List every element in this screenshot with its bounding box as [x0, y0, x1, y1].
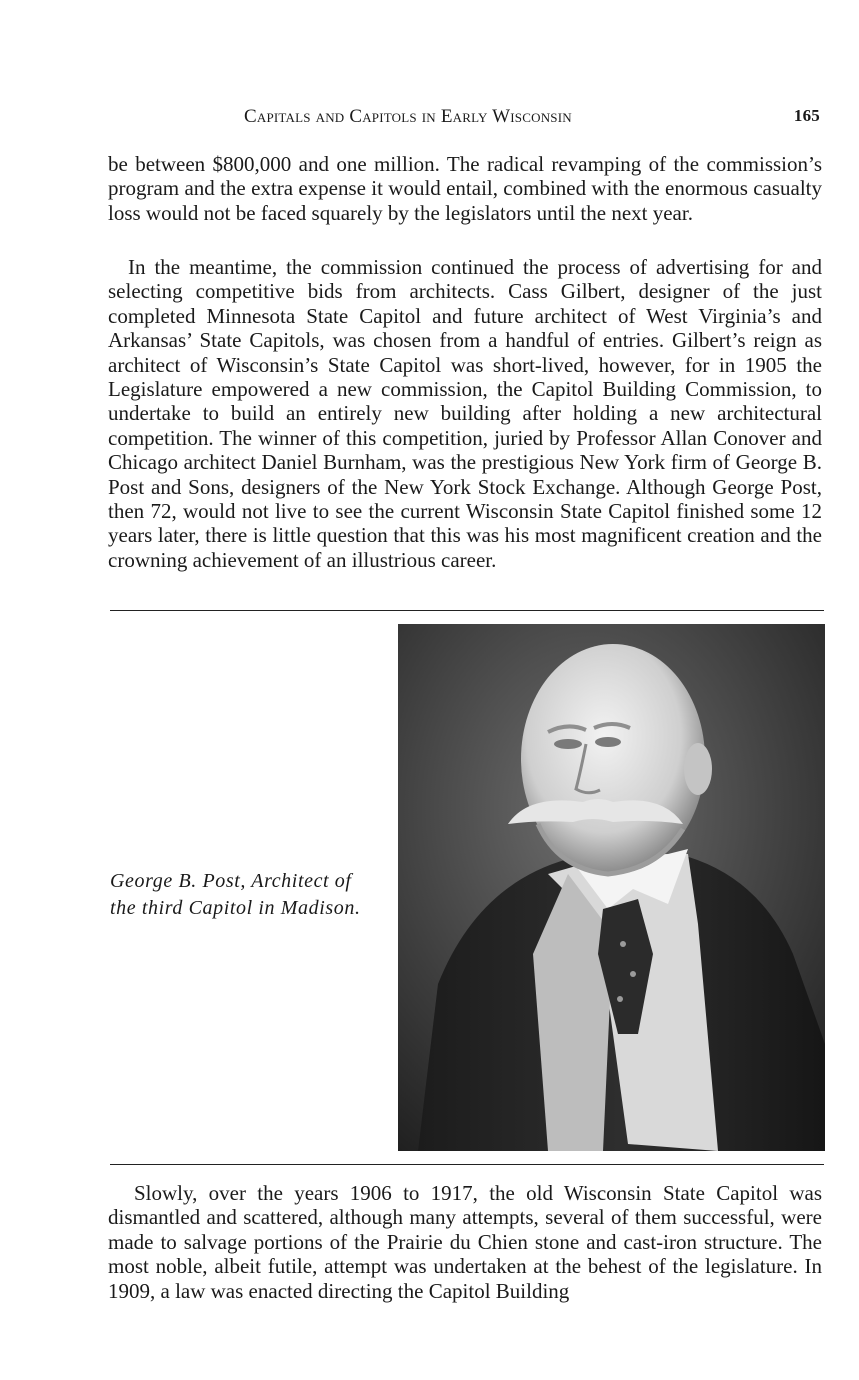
paragraph-1: be between $800,000 and one million. The radical revamping of the commission’s program and the extra expense it would entail, combined with the enormous casualty loss would not be faced squarely by the legislators until the next year.: [108, 152, 822, 225]
tie-pattern-dot: [620, 941, 626, 947]
paragraph-2: In the meantime, the commission continued the process of advertising for and selecting competitive bids from architects. Cass Gilbert, designer of the just completed Minnesota State Capitol and future architect of West Virginia’s and Arkansas’ State Capitols, was chosen from a handful of entries. Gilbert’s reign as architect of Wisconsin’s State Capitol was short-lived, however, for in 1905 the Legislature empowered a new commission, the Capitol Building Commission, to undertake to build an entirely new building after holding a new architectural competition. The winner of this competition, juried by Professor Allan Conover and Chicago architect Daniel Burnham, was the prestigious New York firm of George B. Post and Sons, designers of the New York Stock Exchange. Although George Post, then 72, would not live to see the current Wisconsin State Capitol finished some 12 years later, there is little question that this was his most magnificent creation and the crowning achievement of an illustrious career.: [108, 255, 822, 572]
figure-bottom-rule: [110, 1164, 824, 1165]
paragraph-3: Slowly, over the years 1906 to 1917, the old Wisconsin State Capitol was dismantled and scattered, although many attempts, several of them successful, were made to salvage portions of the Prairie du Chien stone and cast-iron structure. The most noble, albeit futile, attempt was undertaken at the behest of the legislature. In 1909, a law was enacted directing the Capitol Building: [108, 1181, 822, 1303]
eye-right: [595, 737, 621, 747]
caption-line-1: George B. Post, Architect of: [110, 870, 352, 892]
tie-pattern-dot: [630, 971, 636, 977]
ear-shape: [684, 743, 712, 795]
page-number: 165: [793, 106, 820, 125]
figure-top-rule: [110, 610, 824, 611]
tie-pattern-dot: [617, 996, 623, 1002]
caption-line-2: the third Capitol in Madison.: [110, 897, 361, 919]
running-head: [108, 106, 820, 132]
portrait-photo: [398, 624, 825, 1151]
running-title: Capitals and Capitols in Early Wisconsin: [244, 106, 572, 127]
figure-caption: [110, 868, 392, 922]
eye-left: [554, 739, 582, 749]
portrait-illustration: [398, 624, 825, 1151]
